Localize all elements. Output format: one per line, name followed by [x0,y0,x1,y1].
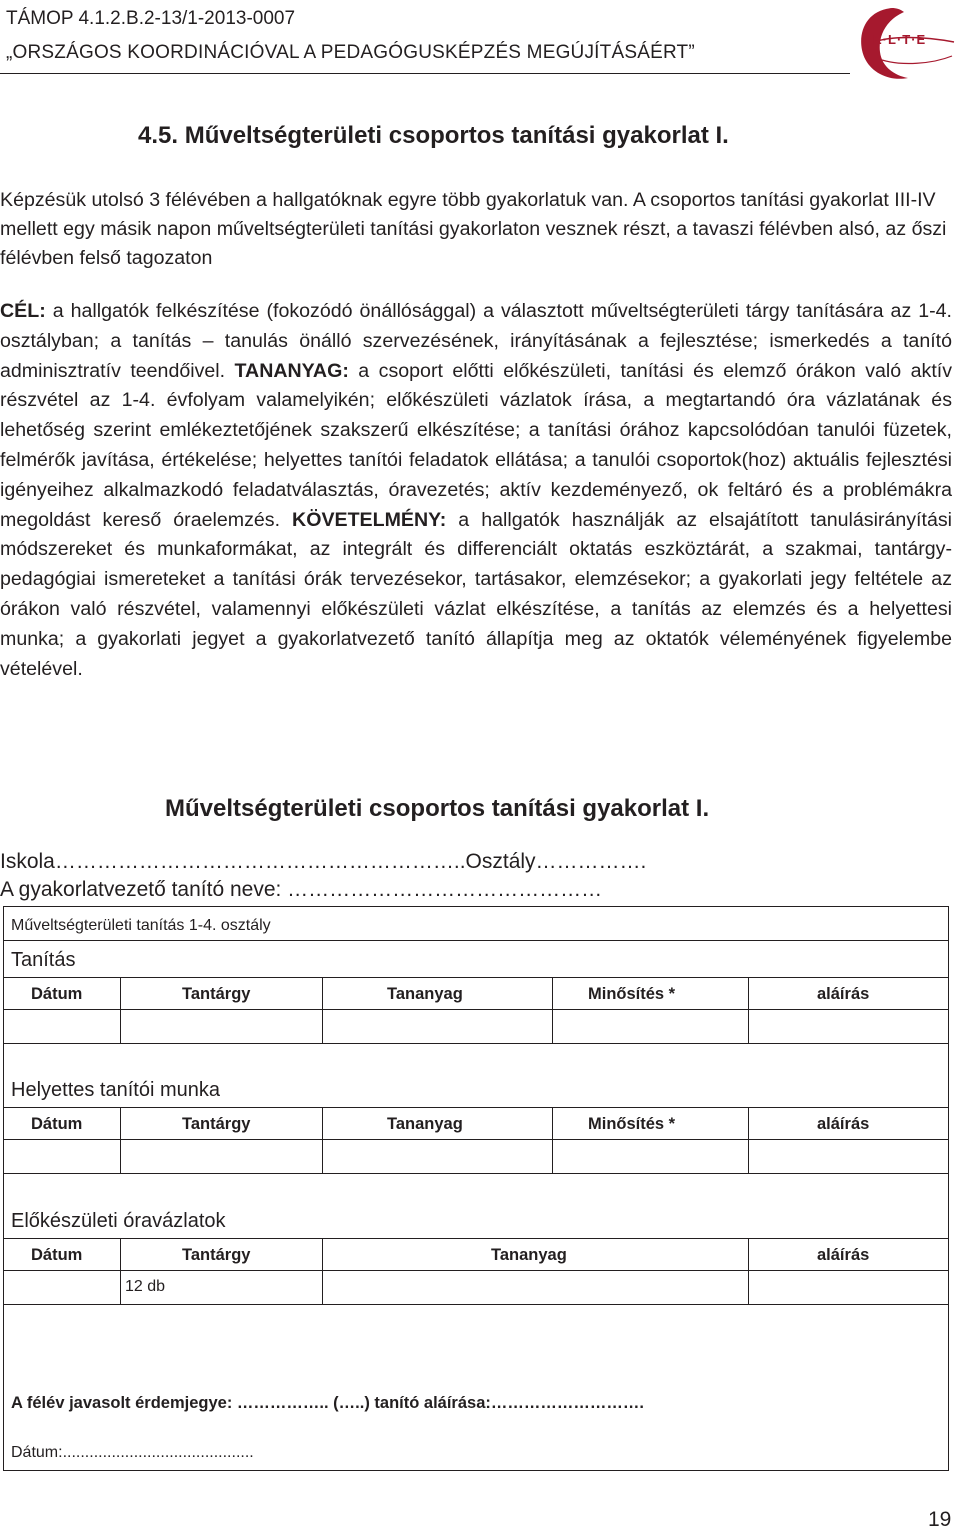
teacher-name-line: A gyakorlatvezető tanító neve: ……………………………………… [0,878,603,901]
col-signature: aláírás [817,1246,870,1264]
grade-signature-line: A félév javasolt érdemjegye: …………….. (…..) tanító aláírása:………………………. [11,1394,644,1412]
col-date: Dátum [31,985,83,1003]
col-subject: Tantárgy [182,1246,251,1264]
lesson-plan-count: 12 db [125,1278,166,1295]
material-label: TANANYAG: [234,359,349,382]
page-number: 19 [928,1508,952,1531]
col-signature: aláírás [817,985,870,1003]
col-grade: Minősítés * [588,1115,676,1133]
requirement-label: KÖVETELMÉNY: [292,508,447,531]
col-material: Tananyag [387,985,463,1003]
col-grade: Minősítés * [588,985,676,1003]
date-line: Dátum:........................................... [11,1444,254,1461]
requirement-text: a hallgatók használják az elsajátított tanulásirányítási módszereket és munkaformákat, az integrált és differenciált oktatás eszköztárát, a szakmai, tantárgy-pedagógiai ismereteket a tanítási órák tervezésekor, tartásakor, elemzésekor; a gyakorlati jegy feltétele az órákon való részvétel, valamennyi előkészületi vázlat elkészítése, a tanítás az elemzés és a helyettesi munka; a gyakorlati jegyet a gyakorlatvezető tanító állapítja meg az oktatók véleményének figyelembe vételével. [0,508,952,680]
form-title: Műveltségterületi csoportos tanítási gyakorlat I. [165,795,710,822]
block-label-teaching: Tanítás [11,949,76,971]
requirements-paragraph [0,297,952,684]
block-label-lesson-plans: Előkészületi óravázlatok [11,1210,226,1232]
section-title: 4.5. Műveltségterületi csoportos tanítási gyakorlat I. [138,122,729,149]
practice-form-table [3,906,949,1471]
goal-text: a hallgatók felkészítése (fokozódó önállósággal) a választott műveltségterületi tárgy tanítására az 1-4. osztályban; a tanítás – tanulás önálló szervezésének, irányításának a fejlesztése; ismerkedés a tanító adminisztratív teendőivel. [0,300,952,382]
elte-logo-text: E·L·T·E [873,32,927,47]
col-material: Tananyag [387,1115,463,1133]
col-date: Dátum [31,1246,83,1264]
col-material: Tananyag [491,1246,567,1264]
col-signature: aláírás [817,1115,870,1133]
project-code: TÁMOP 4.1.2.B.2-13/1-2013-0007 [6,8,296,29]
col-date: Dátum [31,1115,83,1133]
project-title: „ORSZÁGOS KOORDINÁCIÓVAL A PEDAGÓGUSKÉPZÉS MEGÚJÍTÁSÁÉRT” [6,42,695,63]
intro-paragraph: Képzésük utolsó 3 félévében a hallgatóknak egyre több gyakorlatuk van. A csoportos tanítási gyakorlat III-IV mellett egy másik napon műveltségterületi tanítási gyakorlaton vesznek részt, a tavaszi félévben alsó, az őszi félévben felső tagozaton [0,189,947,269]
col-subject: Tantárgy [182,985,251,1003]
school-class-line: Iskola…………………………………………………..Osztály……………. [0,850,647,873]
material-text: a csoport előtti előkészületi, tanítási és elemző órákon való aktív részvétel az 1-4. évfolyam valamelyikén; előkészületi vázlatok írása, a megtartandó óra vázlatának és lehetőség szerint emlékeztetőjének szakszerű elkészítése; a tanítási órához kapcsolódóan tanulói füzetek, felmérők javítása, értékelése; helyettes tanítói feladatok ellátása; a tanulói csoportok(hoz) aktuális fejlesztési igényeihez alkalmazkodó feladatválasztás, óravezetés; aktív kezdeményező, ok feltáró és a problémákra megoldást kereső óraelemzés. [0,359,952,531]
subject-row: Műveltségterületi tanítás 1-4. osztály [11,917,271,934]
header-divider [0,73,850,74]
goal-label: CÉL: [0,300,46,322]
col-subject: Tantárgy [182,1115,251,1133]
block-label-substitute: Helyettes tanítói munka [11,1079,220,1101]
